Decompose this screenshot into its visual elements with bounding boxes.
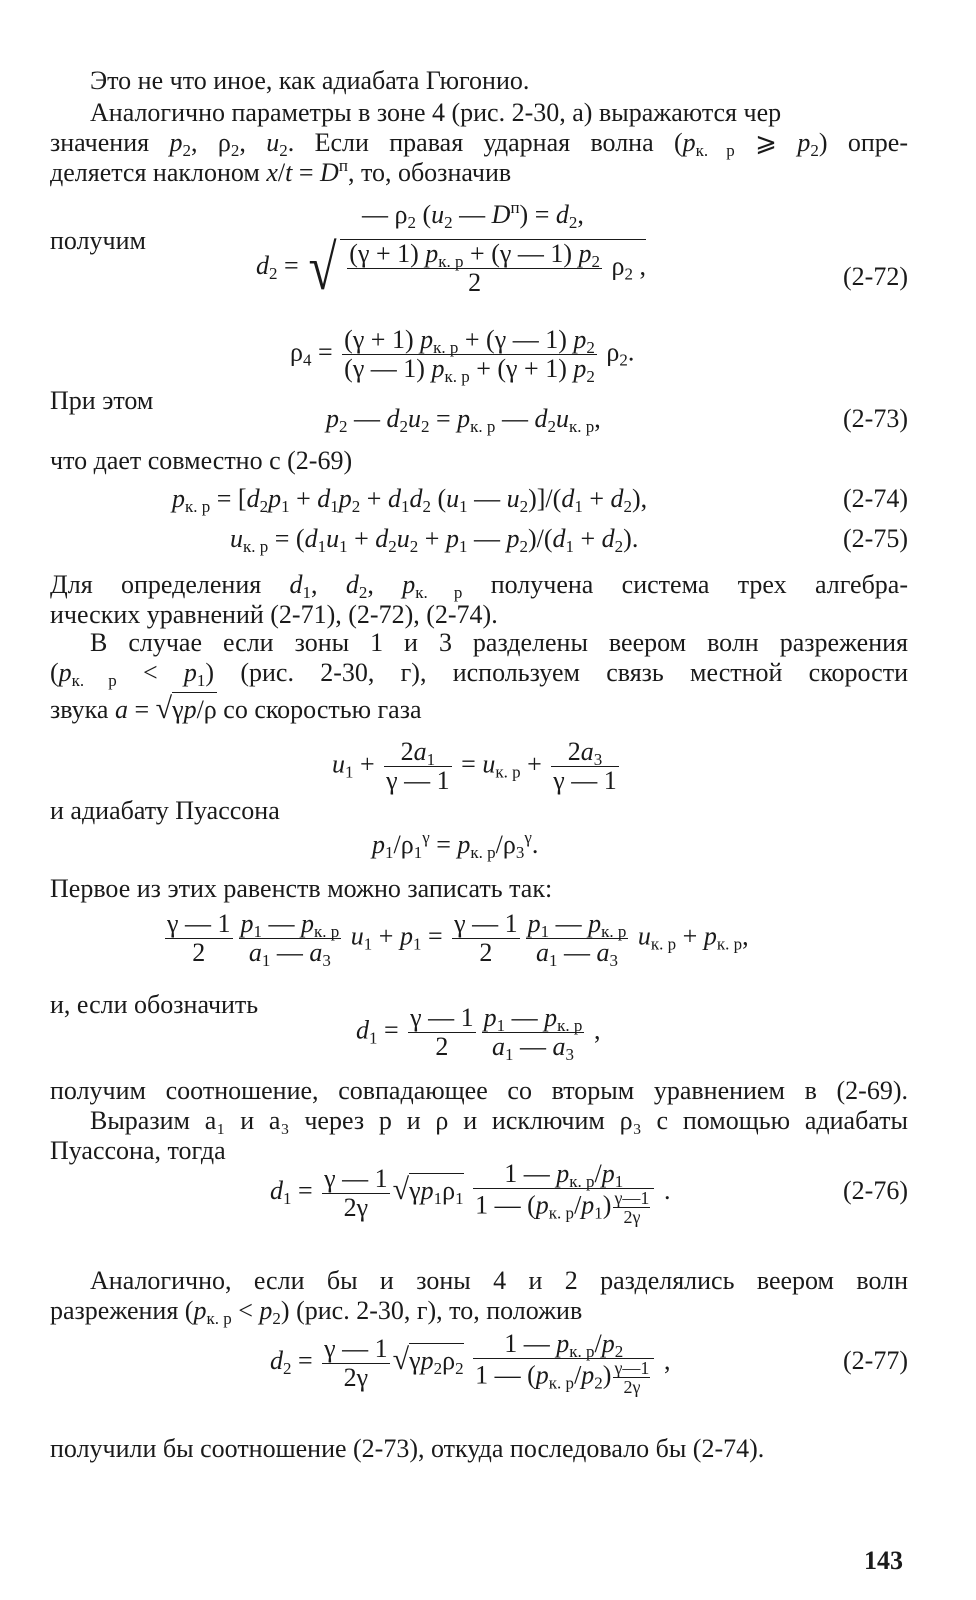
equation-number: (2-77) [843, 1346, 908, 1375]
equation-number: (2-73) [843, 404, 908, 433]
text-line: получили бы соотношение (2-73), откуда последовало бы (2-74). [50, 1434, 765, 1463]
text-line: и адиабату Пуассона [50, 796, 280, 825]
text-line: и, если обозначить [50, 990, 259, 1019]
text-line: Для определения $d_1$, $d_2$, $p_{к. р}$ получена система трех алгебра- [50, 570, 909, 602]
equation-number: (2-76) [843, 1176, 908, 1205]
text-line: Первое из этих равенств можно записать так: [50, 874, 553, 903]
text-line: деляется наклоном $x/t = D^п$, то, обозначив [50, 156, 512, 187]
formula-2-77: $d_2$ = $\frac{\gamma — 1}{2\gamma}$ $√\gamma p_2\rho_2$ 1 — $p_{к. р}/p_2$ 1 — $(p_{к. р}/p_2)$ $\frac{\gamma—1}{2\gamma}$ , [270, 1329, 671, 1397]
equation-number: (2-74) [843, 484, 908, 513]
formula-rho4: $\rho_4$ = $\frac{(\gamma + 1) p_{к. р} + (\gamma — 1) p_2}{(\gamma — 1) p_{к. р} + (\gamma + 1) p_2}$ $\rho_2$. [290, 325, 635, 386]
formula-sound-speed: $u_1$ + $\frac{2a_1}{\gamma — 1}$ = $u_{к. р}$ + $\frac{2a_3}{\gamma — 1}$ [332, 737, 617, 795]
text-line: разрежения $(p_{к. р} < p_2)$ (рис. 2-30, г), то, положив [50, 1296, 583, 1328]
text-line: получим [50, 226, 146, 255]
text-line: Это не что иное, как адиабата Гюгонио. [90, 66, 530, 95]
formula-2-72: $d_2$ = √ $\frac{(\gamma + 1) p_{к. р} + (\gamma — 1) p_2}{2}$ $\rho_2$ , [256, 232, 646, 303]
formula-2-76: $d_1$ = $\frac{\gamma — 1}{2\gamma}$ $√\gamma p_1\rho_1$ 1 — $p_{к. р}/p_1$ 1 — $(p_{к. р}/p_1)$ $\frac{\gamma—1}{2\gamma}$ . [270, 1159, 671, 1227]
formula-2-74: $p_{к. р} = [d_2p_1 + d_1p_2 + d_1d_2$ ($u_1$ — $u_2)]/(d_1 + d_2)$, [172, 484, 648, 516]
text-line: значения $p_2$, $\rho_2$, $u_2$. Если правая ударная волна ($p_{к. р}$ ⩾ $p_2$) опре- [50, 128, 908, 160]
text-line: что дает совместно с (2-69) [50, 446, 353, 475]
text-line: Аналогично параметры в зоне 4 (рис. 2-30, а) выражаются чер [90, 98, 782, 127]
equation-number: (2-72) [843, 262, 908, 291]
formula-2-75: $u_{к. р} = (d_1u_1 + d_2u_2 + p_1$ — $p_2)/(d_1 + d_2)$. [230, 524, 639, 556]
text-line: Выразим a₁ и a₃ через p и ρ и исключим ρ₃ с помощью адиабаты [90, 1106, 908, 1135]
formula-poisson: $p_1/\rho_1^\gamma = p_{к. р}/\rho_3^\gamma$. [372, 828, 539, 862]
formula-first-equality: $\frac{\gamma — 1}{2}$ $\frac{p_1 — p_{к. р}}{a_1 — a_3}$ $u_1 + p_1$ = $\frac{\gamma — 1}{2}$ $\frac{p_1 — p_{к. р}}{a_1 — a_3}$ $u_{к. р} + p_{к. р}$, [167, 909, 749, 970]
formula-2-73: $p_2$ — $d_2u_2 = p_{к. р}$ — $d_2u_{к. р}$, [326, 404, 601, 436]
formula-d2-def: — $\rho_2$ ($u_2$ — $D^п) = d_2$, [362, 198, 584, 232]
text-line: ических уравнений (2-71), (2-72), (2-74). [50, 600, 498, 629]
text-line: При этом [50, 386, 154, 415]
page-number: 143 [864, 1546, 903, 1575]
formula-d1-def: $d_1$ = $\frac{\gamma — 1}{2}$ $\frac{p_1 — p_{к. р}}{a_1 — a_3}$ , [356, 1003, 601, 1064]
text-line: В случае если зоны 1 и 3 разделены веером волн разрежения [90, 628, 908, 657]
equation-number: (2-75) [843, 524, 908, 553]
text-line: Аналогично, если бы и зоны 4 и 2 разделялись веером волн [90, 1266, 908, 1295]
text-line: звука a = √γp/ρ со скоростью газа [50, 692, 422, 725]
text-line: Пуассона, тогда [50, 1136, 226, 1165]
text-line: получим соотношение, совпадающее со вторым уравнением в (2-69). [50, 1076, 908, 1105]
text-line: $(p_{к. р} < p_1)$ (рис. 2-30, г), используем связь местной скорости [50, 658, 908, 690]
